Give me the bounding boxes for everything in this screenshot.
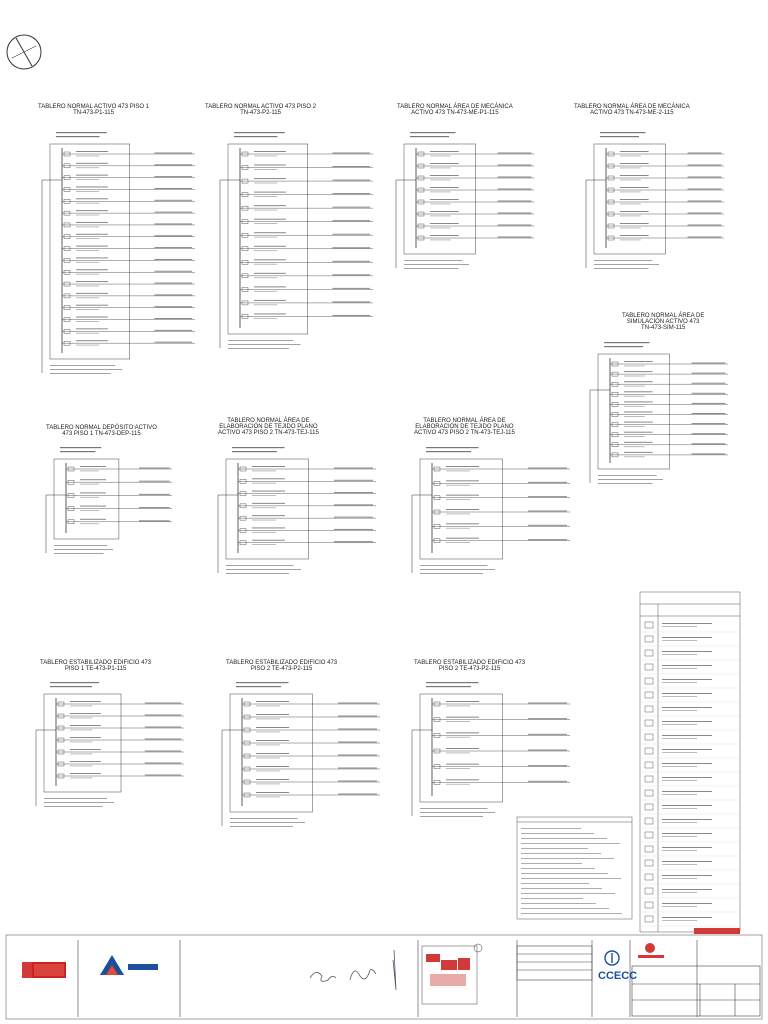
note-line [521,863,582,864]
panel-title: TABLERO NORMAL ÁREA DE MECÁNICA ACTIVO 473 TN-473-ME-2-115 [574,104,690,116]
note-line [521,868,595,869]
note-line [521,858,614,859]
note-line [521,833,594,834]
note-line [521,913,622,914]
ccecc-wordmark: CCECC [598,970,638,982]
panel-title: TABLERO NORMAL ÁREA DE ELABORACIÓN DE TEJIDO PLANO ACTIVO 473 PISO 2 TN-473-TEJ-115 [414,418,515,436]
panel-title: TABLERO NORMAL ÁREA DE ELABORACIÓN DE TEJIDO PLANO ACTIVO 473 PISO 2 TN-473-TEJ-115 [218,418,319,436]
stamp-label [694,928,740,934]
note-line [521,838,607,839]
note-line [521,883,589,884]
note-line [521,843,620,844]
panel-title: TABLERO ESTABILIZADO EDIFICIO 473 PISO 1 TE-473-P1-115 [40,660,152,672]
panel-title: TABLERO NORMAL DEPÓSITO ACTIVO 473 PISO 1 TN-473-DEP-115 [46,425,157,437]
note-line [521,878,621,879]
location-map [422,944,482,1004]
panel-title: TABLERO ESTABILIZADO EDIFICIO 473 PISO 2 TE-473-P2-115 [226,660,338,672]
note-line [521,908,609,909]
panel-title: TABLERO NORMAL ACTIVO 473 PISO 2 TN-473-P2-115 [205,104,317,116]
note-line [521,893,615,894]
panel-title: TABLERO NORMAL ÁREA DE SIMULACIÓN ACTIVO 473 TN-473-SIM-115 [622,313,705,331]
note-line [521,848,588,849]
panel-title: TABLERO NORMAL ÁREA DE MECÁNICA ACTIVO 473 TN-473-ME-P1-115 [397,104,513,116]
panel-title: TABLERO NORMAL ACTIVO 473 PISO 1 TN-473-P1-115 [38,104,150,116]
ministry-logo [22,962,66,978]
note-line [521,873,608,874]
panel-title: TABLERO ESTABILIZADO EDIFICIO 473 PISO 2 TE-473-P2-115 [414,660,526,672]
note-line [521,828,581,829]
note-line [521,888,602,889]
note-line [521,853,601,854]
note-line [521,898,583,899]
note-line [521,903,596,904]
